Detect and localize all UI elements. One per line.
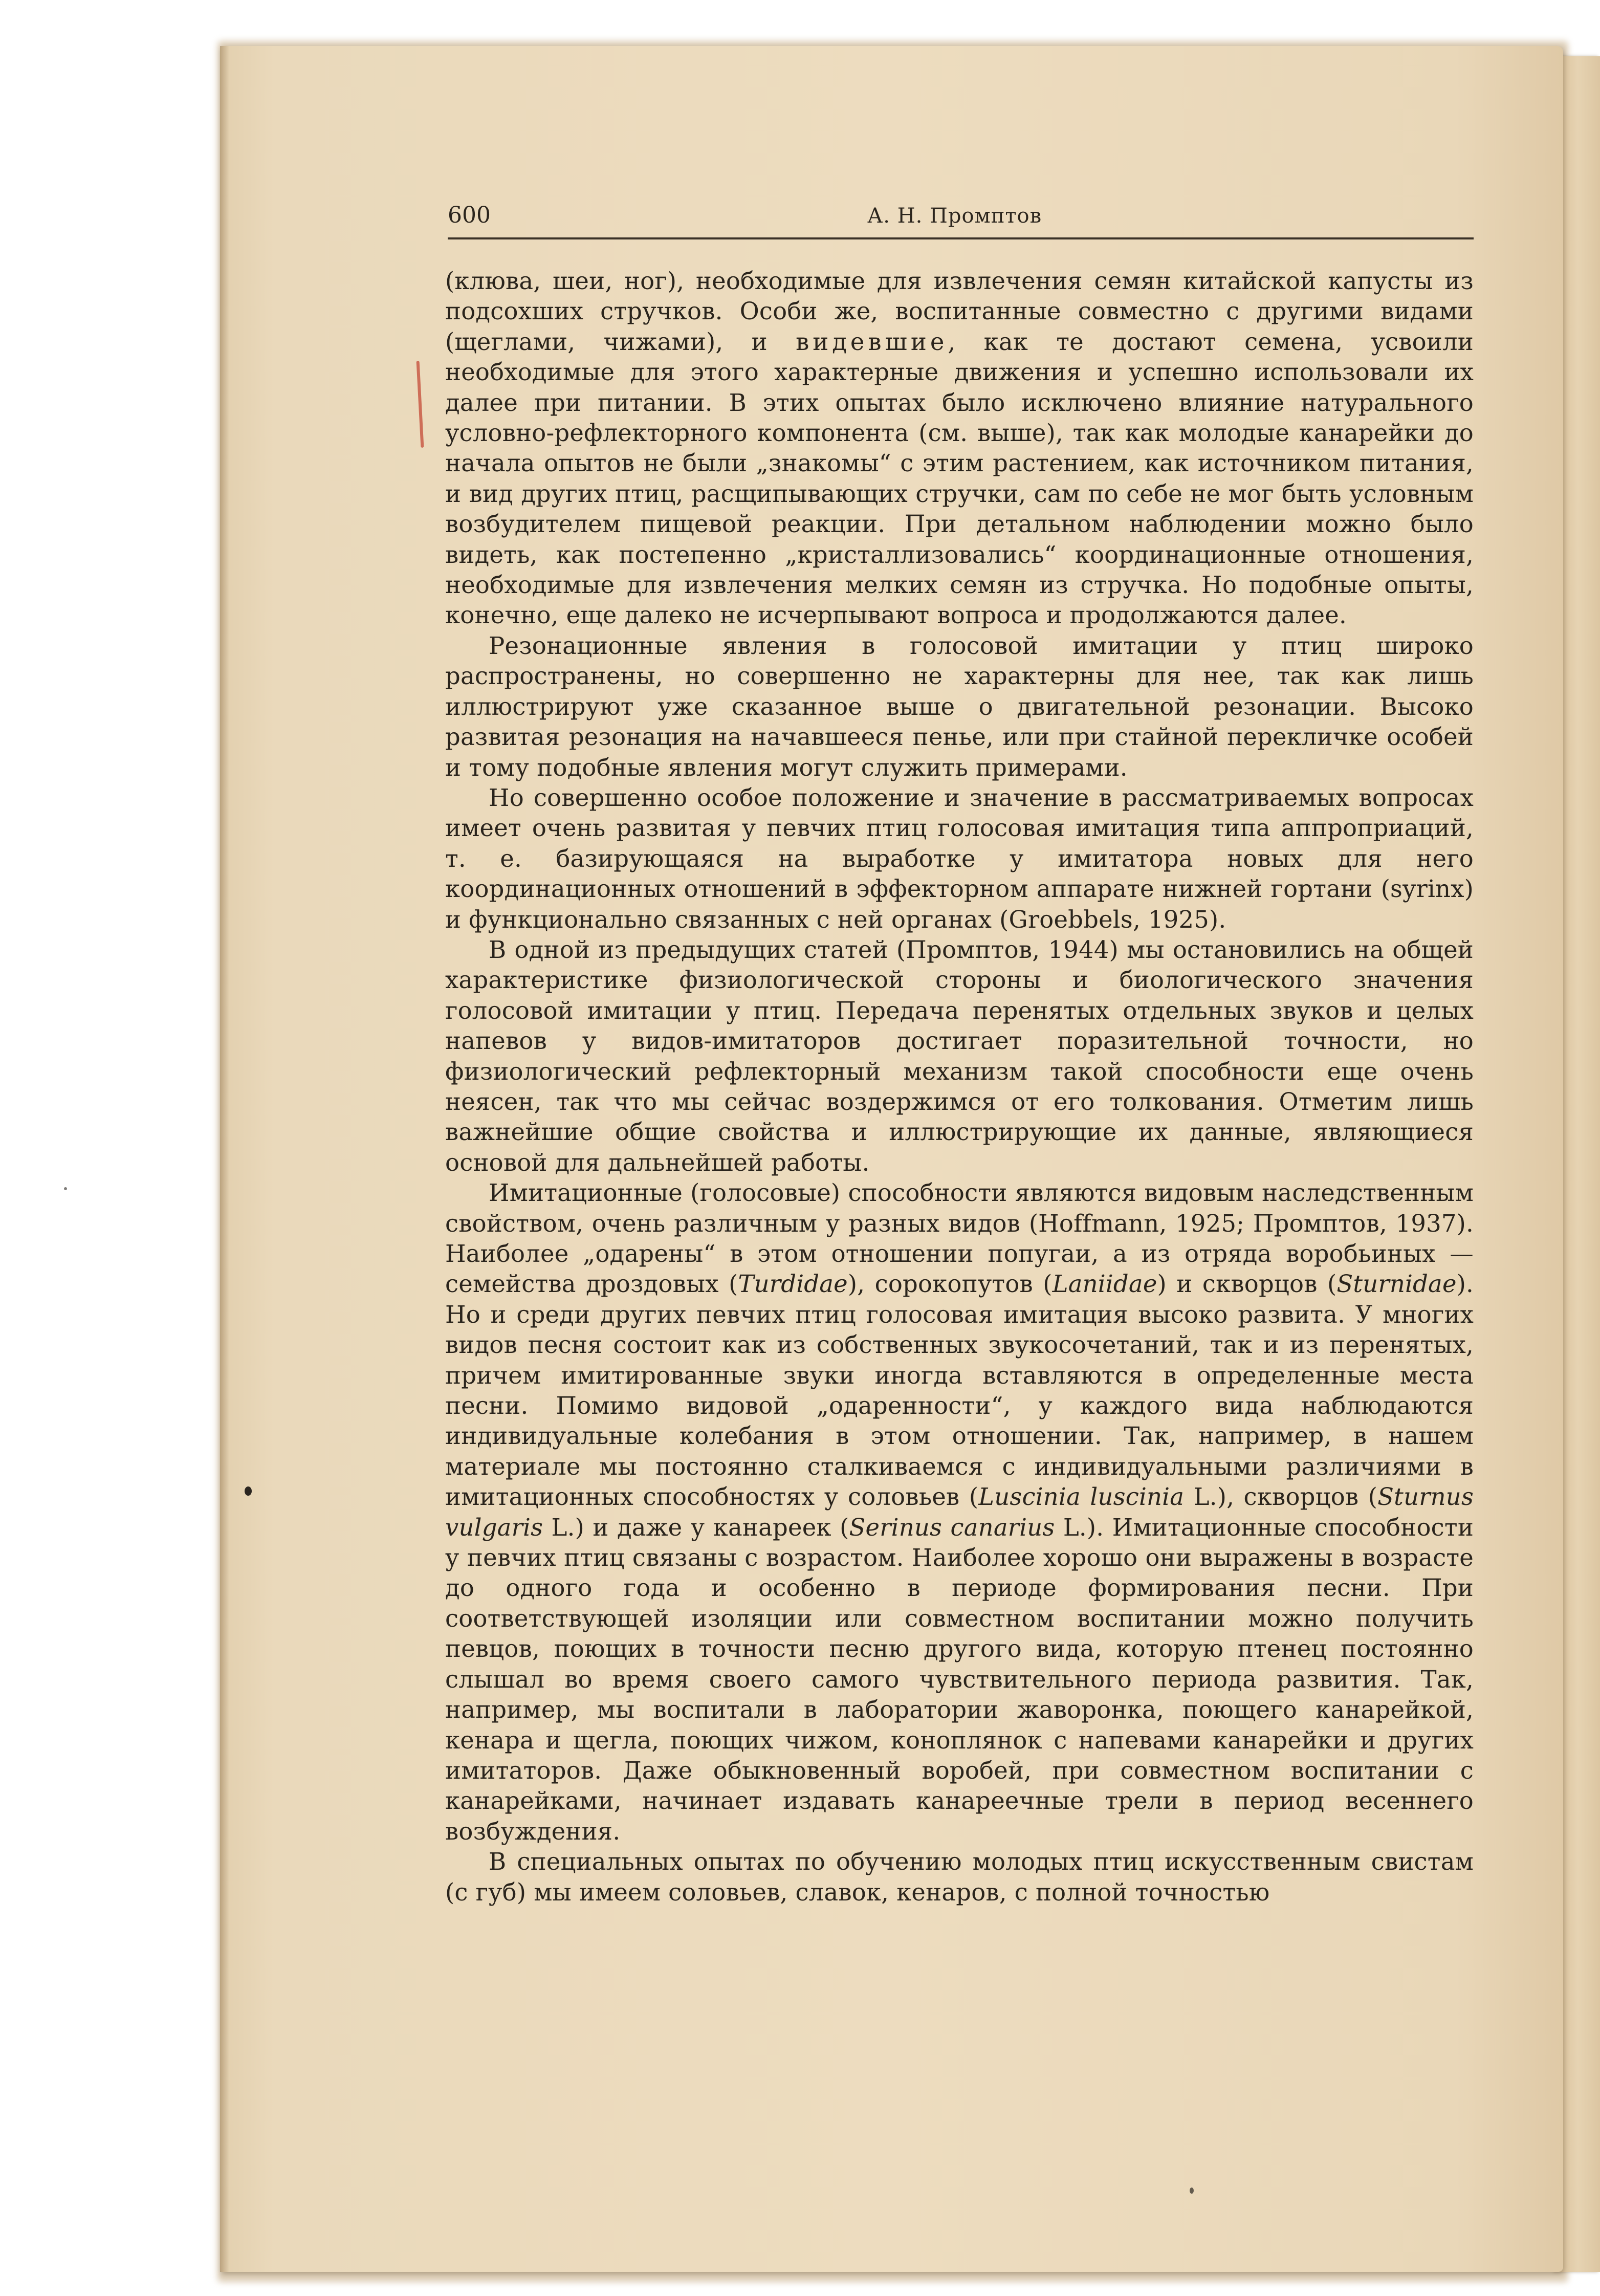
- paragraph: Резонационные явления в голосовой имитации у птиц широко распространены, но совершенно не характерны для нее, так как лишь иллюстрируют уже сказанное выше о двигательной резонации. Высоко развитая резонация на начавшееся пенье, или при стайной перекличке особей и тому подобные явления могут служить примерами.: [445, 631, 1474, 781]
- ink-speck: [1190, 2188, 1194, 2194]
- header-rule: [448, 237, 1474, 239]
- latin-taxon: Laniidae: [1052, 1270, 1157, 1298]
- page-fold-shadow: [220, 46, 229, 2272]
- paragraph-text: Имитационные (голосовые) способности являются видовым наследственным свойством, очень различным у разных видов (Hoffmann, 1925; Промптов, 1937). Наиболее „одарены“ в этом отношении попугаи, а из отряда воробьиных — семейства дроздовых (: [445, 1179, 1474, 1298]
- paragraph-text: L.) и даже у канареек (: [543, 1513, 849, 1541]
- spaced-emphasis: видевшие: [796, 327, 948, 356]
- paragraph-text: L.), скворцов (: [1184, 1483, 1378, 1511]
- latin-taxon: Turdidae: [738, 1270, 848, 1298]
- ink-speck: [245, 1486, 252, 1496]
- paragraph-text: L.). Имитационные способности у певчих птиц связаны с возрастом. Наиболее хорошо они выражены в возрасте до одного года и особенно в периоде формирования песни. При соответствующей изоляции или совместном воспитании можно получить певцов, поющих в точности песню другого вида, которую птенец постоянно слышал во время своего самого чувствительного периода развития. Так, например, мы воспитали в лаборатории жаворонка, поющего канарейкой, кенара и щегла, поющих чижом, коноплянок с напевами канарейки и других имитаторов. Даже обыкновенный воробей, при совместном воспитании с канарейками, начинает издавать канареечные трели в период весеннего возбуждения.: [445, 1513, 1474, 1845]
- paragraph-text: ) и скворцов (: [1157, 1270, 1337, 1298]
- paragraph-text: ), сорокопутов (: [847, 1270, 1053, 1298]
- paragraph-text: (клюва, шеи, ног), необходимые для извлечения семян китайской капусты из подсохших стручков. Особи же, воспитанные совместно с другими видами (щеглами, чижами), и: [445, 267, 1474, 356]
- latin-taxon: Serinus canarius: [849, 1513, 1055, 1541]
- article-body: [445, 266, 1474, 1908]
- running-head-author: А. Н. Промптов: [867, 204, 1042, 228]
- paragraph: В одной из предыдущих статей (Промптов, 1944) мы остановились на общей характеристике физиологической стороны и биологического значения голосовой имитации у птиц. Передача перенятых отдельных звуков и целых напевов у видов-имитаторов достигает поразительной точности, но физиологический рефлекторный механизм такой способности еще очень неясен, так что мы сейчас воздержимся от его толкования. Отметим лишь важнейшие общие свойства и иллюстрирующие их данные, являющиеся основой для дальнейшей работы.: [445, 935, 1474, 1176]
- ink-speck: [64, 1187, 67, 1190]
- paragraph-text: ). Но и среди других певчих птиц голосовая имитация высоко развита. У многих видов песня состоит как из собственных звукосочетаний, так и из перенятых, причем имитированные звуки иногда вставляются в определенные места песни. Помимо видовой „одаренности“, у каждого вида наблюдаются индивидуальные колебания в этом отношении. Так, например, в нашем материале мы постоянно сталкиваемся с индивидуальными различиями в имитационных способностях у соловьев (: [445, 1270, 1474, 1511]
- latin-taxon: Sturnus vulgaris: [445, 1483, 1474, 1541]
- paragraph: В специальных опытах по обучению молодых птиц искусственным свистам (с губ) мы имеем соловьев, славок, кенаров, с полной точностью: [445, 1848, 1474, 1906]
- latin-taxon: Luscinia luscinia: [978, 1483, 1185, 1511]
- running-head: [448, 202, 1471, 238]
- paragraph-text: , как те достают семена, усвоили необходимые для этого характерные движения и успешно использовали их далее при питании. В этих опытах было исключено влияние натурального условно-рефлекторного компонента (см. выше), так как молодые канарейки до начала опытов не были „знакомы“ с этим растением, как источником питания, и вид других птиц, расщипывающих стручки, сам по себе не мог быть условным возбудителем пищевой реакции. При детальном наблюдении можно было видеть, как постепенно „кристаллизовались“ координационные отношения, необходимые для извлечения мелких семян из стручка. Но подобные опыты, конечно, еще далеко не исчерпывают вопроса и продолжаются далее.: [445, 327, 1474, 629]
- page-number: 600: [448, 202, 491, 228]
- paragraph: [445, 1178, 1474, 1847]
- paragraph: [445, 266, 1474, 631]
- latin-taxon: Sturnidae: [1336, 1270, 1457, 1298]
- paragraph: Но совершенно особое положение и значение в рассматриваемых вопросах имеет очень развитая у певчих птиц голосовая имитация типа аппроприаций, т. е. базирующаяся на выработке у имитатора новых для него координационных отношений в эффекторном аппарате нижней гортани (syrinx) и функционально связанных с ней органах (Groebbels, 1925).: [445, 783, 1474, 933]
